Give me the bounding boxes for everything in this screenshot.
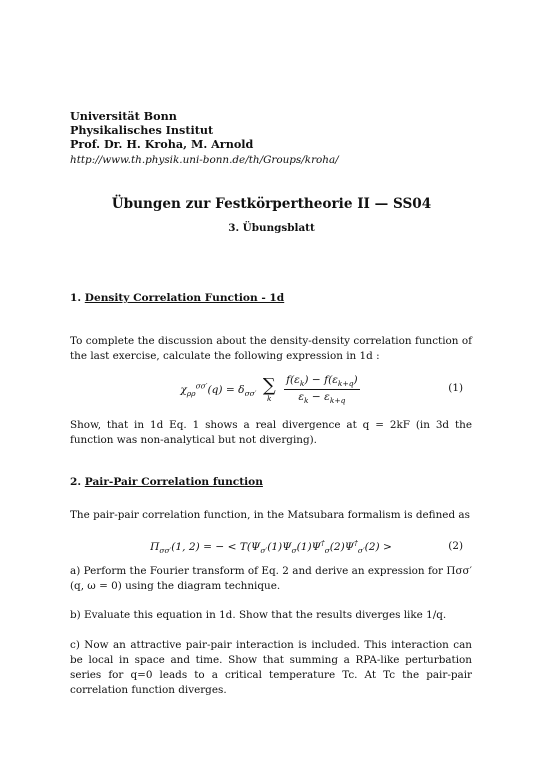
university-name: Universität Bonn <box>70 109 177 123</box>
equation-1: $\chi_{\rho\rho}^{\sigma\sigma'}(q) = \delta_{\sigma\sigma'}$ ∑ k $\frac{f(\varepsilon_k) - f(\varepsilon_{k+q})}{\varepsilon_k - \varepsilon_{k+q}}$ <box>180 374 358 406</box>
page-title: Übungen zur Festkörpertheorie II — SS04 <box>111 196 432 212</box>
equation-1-number: (1) <box>448 382 463 394</box>
section-1-title: Density Correlation Function - 1d <box>84 292 285 304</box>
institute-name: Physikalisches Institut <box>70 123 214 137</box>
fraction: $\frac{f(\varepsilon_k) - f(\varepsilon_{k+q})}{\varepsilon_k - \varepsilon_{k+q}}$ <box>286 374 358 406</box>
section-1-intro: To complete the discussion about the density-density correlation function of the last exercise, calculate the following expression in 1d : <box>70 335 472 362</box>
equation-2: $\Pi_{\sigma\sigma'}(1$, 2) = − < $T(\Psi_{\sigma'}(1)\Psi_\sigma(1)\Psi^\dagger_\sigma(2)\Psi^\dagger_{\sigma'}(2)$ > <box>150 538 392 555</box>
section-2-title: Pair-Pair Correlation function <box>84 476 263 488</box>
equation-2-number: (2) <box>448 540 463 552</box>
part-b: b) Evaluate this equation in 1d. Show that the results diverges like 1/q. <box>70 609 447 621</box>
section-2-number: 2. <box>70 476 82 488</box>
part-c: c) Now an attractive pair-pair interaction is included. This interaction can be local in space and time. Show that summing a RPA-like perturbation series for q=0 leads to a critical temperature Tc. At Tc the pair-pair correlation function diverges. <box>70 639 472 696</box>
section-1-statement: Show, that in 1d Eq. 1 shows a real divergence at q = 2kF (in 3d the function was non-analytical but not diverging). <box>70 419 472 446</box>
section-2-heading <box>70 476 263 488</box>
professors: Prof. Dr. H. Kroha, M. Arnold <box>70 137 254 151</box>
group-url[interactable]: http://www.th.physik.uni-bonn.de/th/Groups/kroha/ <box>70 154 339 166</box>
section-1-heading <box>70 292 284 304</box>
sum-symbol: ∑ k <box>262 374 276 403</box>
sheet-subtitle: 3. Übungsblatt <box>228 222 315 234</box>
section-2-intro: The pair-pair correlation function, in the Matsubara formalism is defined as <box>70 509 470 521</box>
section-1-number: 1. <box>70 292 82 304</box>
part-a: a) Perform the Fourier transform of Eq. 2 and derive an expression for Πσσ′(q, ω = 0) using the diagram technique. <box>70 565 472 592</box>
